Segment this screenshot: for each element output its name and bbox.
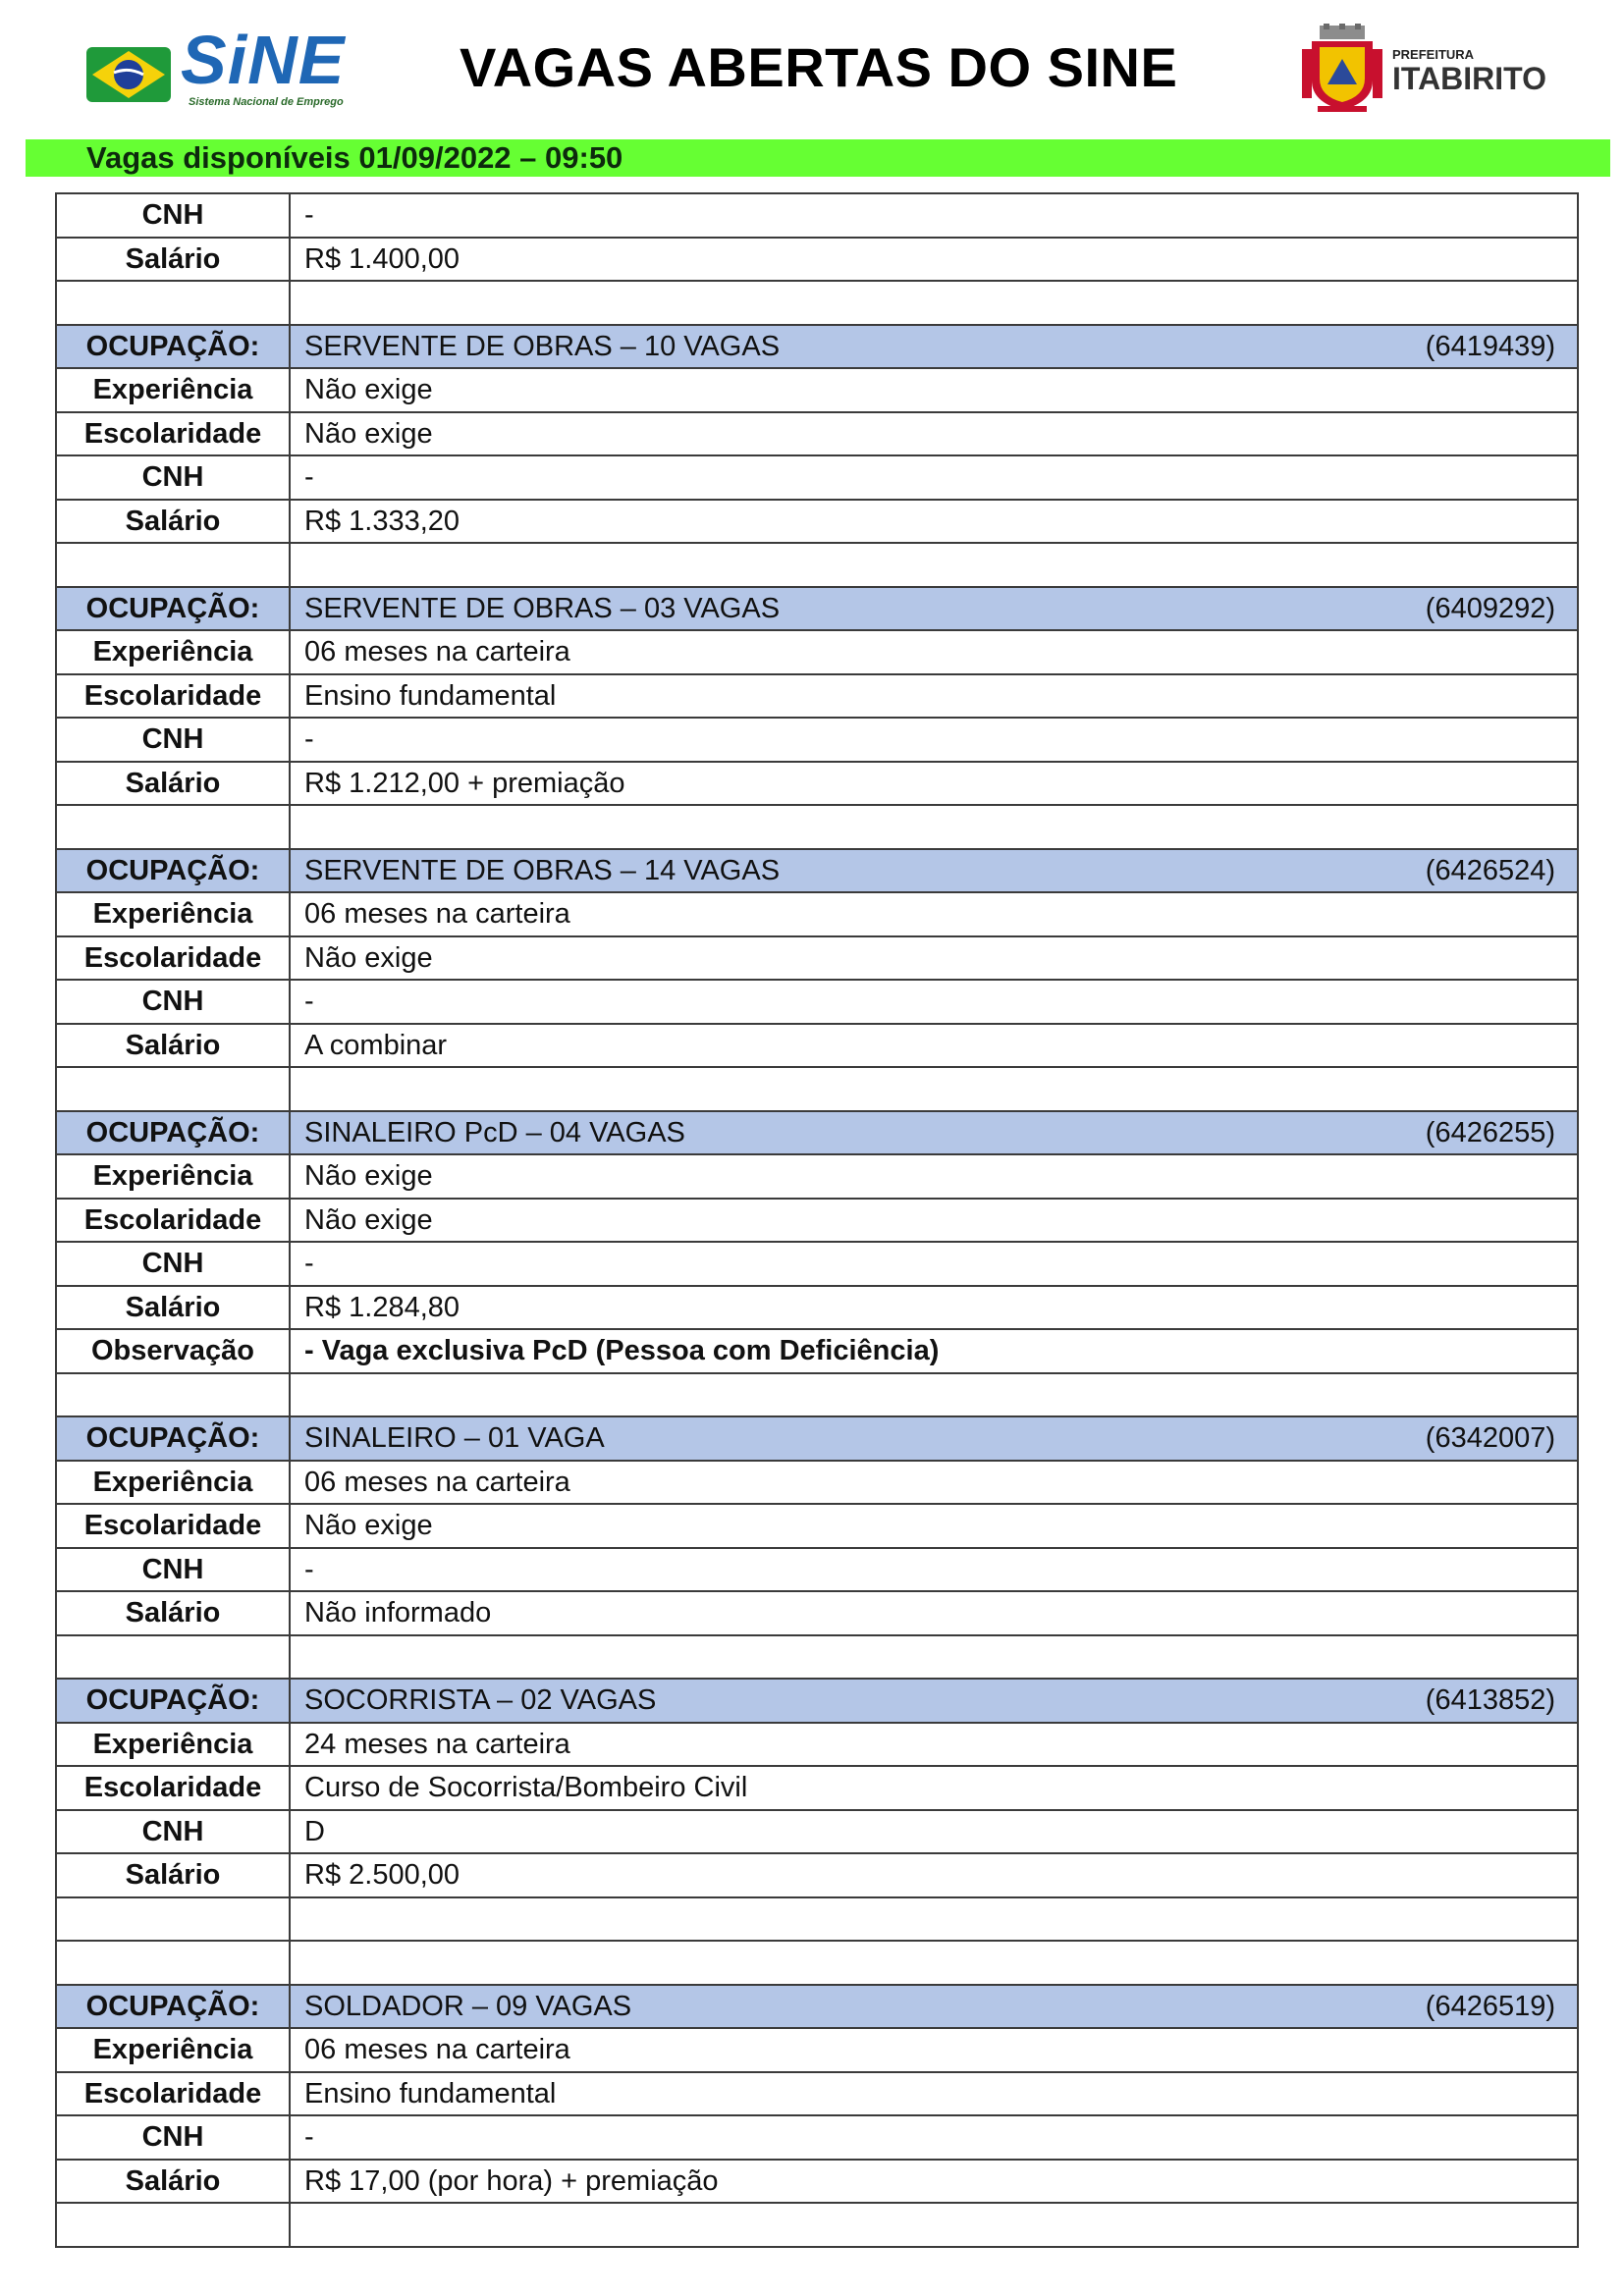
row-value: Não exige [304, 374, 433, 405]
banner-text: Vagas disponíveis 01/09/2022 – 09:50 [86, 140, 623, 175]
row-label: CNH [57, 719, 291, 761]
spacer-row [57, 1068, 1577, 1112]
row-label [57, 1636, 291, 1679]
table-row [57, 2073, 1577, 2117]
row-label [57, 1942, 291, 1984]
table-row [57, 1462, 1577, 1506]
row-value: Não exige [304, 1160, 433, 1192]
table-row [57, 763, 1577, 807]
row-value: - [304, 986, 314, 1017]
occupation-title: SINALEIRO PcD – 04 VAGAS [304, 1116, 685, 1148]
row-value: 06 meses na carteira [304, 898, 570, 930]
row-label [57, 1068, 291, 1110]
row-label: OCUPAÇÃO: [57, 850, 291, 892]
occupation-row [57, 1112, 1577, 1156]
row-label: CNH [57, 1811, 291, 1853]
row-value: - [304, 199, 314, 231]
row-label: Salário [57, 1854, 291, 1896]
row-value: Não informado [304, 1597, 492, 1629]
table-row [57, 719, 1577, 763]
spacer-row [57, 282, 1577, 326]
row-value: R$ 1.400,00 [304, 242, 460, 275]
row-label: Salário [57, 1025, 291, 1067]
row-value: Ensino fundamental [304, 679, 557, 712]
job-code: (6426524) [1425, 854, 1555, 886]
row-label [57, 544, 291, 586]
sine-logo [86, 24, 361, 114]
table-row [57, 1505, 1577, 1549]
spacer-row [57, 1898, 1577, 1943]
row-value: R$ 17,00 (por hora) + premiação [304, 2164, 719, 2197]
table-row [57, 456, 1577, 501]
table-row [57, 413, 1577, 457]
occupation-row [57, 326, 1577, 370]
occupation-row [57, 1417, 1577, 1462]
sine-flag-icon [86, 29, 171, 114]
row-value: 06 meses na carteira [304, 1466, 570, 1498]
row-label: Experiência [57, 631, 291, 673]
spacer-row [57, 806, 1577, 850]
row-value: R$ 1.333,20 [304, 505, 460, 537]
row-label: OCUPAÇÃO: [57, 1986, 291, 2028]
row-label: CNH [57, 1549, 291, 1591]
row-label: CNH [57, 456, 291, 499]
row-label: Escolaridade [57, 1505, 291, 1547]
table-row [57, 239, 1577, 283]
row-label: Experiência [57, 1155, 291, 1198]
table-row [57, 2161, 1577, 2205]
occupation-title: SERVENTE DE OBRAS – 03 VAGAS [304, 592, 781, 624]
row-label [57, 1898, 291, 1941]
table-row [57, 2029, 1577, 2073]
occupation-title: SERVENTE DE OBRAS – 14 VAGAS [304, 854, 781, 886]
job-code: (6419439) [1425, 330, 1555, 362]
row-value: R$ 1.212,00 + premiação [304, 767, 625, 799]
row-value: - [304, 461, 314, 493]
table-row [57, 937, 1577, 982]
table-row [57, 1243, 1577, 1287]
table-row [57, 2116, 1577, 2161]
table-row [57, 893, 1577, 937]
occupation-title: SOCORRISTA – 02 VAGAS [304, 1684, 657, 1716]
table-row [57, 1767, 1577, 1811]
job-listings-table [55, 192, 1579, 2248]
row-label: Observação [57, 1330, 291, 1372]
table-row [57, 981, 1577, 1025]
table-row [57, 1592, 1577, 1636]
row-label: CNH [57, 1243, 291, 1285]
row-label: CNH [57, 194, 291, 237]
row-value: 06 meses na carteira [304, 636, 570, 667]
job-code: (6426255) [1425, 1116, 1555, 1148]
table-row [57, 1200, 1577, 1244]
row-label: Escolaridade [57, 675, 291, 718]
row-value: Curso de Socorrista/Bombeiro Civil [304, 1772, 748, 1803]
row-label: Salário [57, 239, 291, 281]
row-label: Escolaridade [57, 1200, 291, 1242]
table-row [57, 1287, 1577, 1331]
row-value: Não exige [304, 417, 433, 450]
row-label: CNH [57, 2116, 291, 2159]
prefeitura-label: PREFEITURA [1392, 47, 1475, 62]
spacer-row [57, 544, 1577, 588]
page-title: VAGAS ABERTAS DO SINE [460, 36, 1178, 98]
row-value: R$ 2.500,00 [304, 1859, 460, 1891]
row-value: - Vaga exclusiva PcD (Pessoa com Deficiência) [304, 1335, 940, 1366]
row-value: Ensino fundamental [304, 2077, 557, 2109]
row-value: 06 meses na carteira [304, 2034, 570, 2065]
sine-wordmark: SiNE [181, 22, 346, 98]
row-label: OCUPAÇÃO: [57, 1112, 291, 1154]
row-value: - [304, 1553, 314, 1585]
row-value: Não exige [304, 1510, 433, 1541]
row-label: Salário [57, 1592, 291, 1634]
table-row [57, 1854, 1577, 1898]
city-name: ITABIRITO [1392, 61, 1547, 96]
spacer-row [57, 1942, 1577, 1986]
occupation-row [57, 1986, 1577, 2030]
row-label: Salário [57, 501, 291, 543]
table-row [57, 631, 1577, 675]
row-label: Escolaridade [57, 413, 291, 455]
page-header [0, 0, 1624, 137]
row-label: Escolaridade [57, 937, 291, 980]
row-label: OCUPAÇÃO: [57, 588, 291, 630]
prefeitura-logo [1294, 24, 1547, 114]
row-label: Experiência [57, 369, 291, 411]
row-label: OCUPAÇÃO: [57, 1680, 291, 1722]
table-row [57, 675, 1577, 720]
date-banner [26, 139, 1610, 177]
table-row [57, 1025, 1577, 1069]
job-code: (6409292) [1425, 592, 1555, 624]
table-row [57, 501, 1577, 545]
occupation-title: SERVENTE DE OBRAS – 10 VAGAS [304, 330, 781, 362]
table-row [57, 194, 1577, 239]
city-crest-icon [1298, 24, 1386, 114]
table-row [57, 1330, 1577, 1374]
table-row [57, 1549, 1577, 1593]
occupation-row [57, 1680, 1577, 1724]
row-value: - [304, 723, 314, 755]
row-label [57, 282, 291, 324]
spacer-row [57, 1374, 1577, 1418]
job-code: (6426519) [1425, 1990, 1555, 2022]
sine-subtitle: Sistema Nacional de Emprego [189, 96, 344, 108]
row-label: Experiência [57, 2029, 291, 2071]
row-label: Salário [57, 2161, 291, 2203]
table-row [57, 369, 1577, 413]
row-label: Experiência [57, 893, 291, 935]
occupation-row [57, 588, 1577, 632]
row-label: OCUPAÇÃO: [57, 1417, 291, 1460]
row-label: OCUPAÇÃO: [57, 326, 291, 368]
row-label: Salário [57, 763, 291, 805]
row-value: Não exige [304, 941, 433, 974]
row-label: Salário [57, 1287, 291, 1329]
row-label: Escolaridade [57, 1767, 291, 1809]
row-value: D [304, 1815, 325, 1847]
table-row [57, 1811, 1577, 1855]
row-label [57, 2204, 291, 2246]
occupation-title: SOLDADOR – 09 VAGAS [304, 1990, 632, 2022]
row-value: R$ 1.284,80 [304, 1291, 460, 1323]
row-value: 24 meses na carteira [304, 1728, 570, 1760]
row-label: Experiência [57, 1724, 291, 1766]
spacer-row [57, 2204, 1577, 2248]
row-label [57, 806, 291, 848]
row-value: - [304, 2121, 314, 2153]
occupation-row [57, 850, 1577, 894]
row-label: Escolaridade [57, 2073, 291, 2115]
job-code: (6342007) [1425, 1422, 1555, 1454]
row-value: - [304, 1248, 314, 1279]
row-label: Experiência [57, 1462, 291, 1504]
spacer-row [57, 1636, 1577, 1681]
occupation-title: SINALEIRO – 01 VAGA [304, 1422, 605, 1454]
row-label: CNH [57, 981, 291, 1023]
table-row [57, 1724, 1577, 1768]
row-value: Não exige [304, 1203, 433, 1236]
job-code: (6413852) [1425, 1684, 1555, 1716]
row-value: A combinar [304, 1029, 448, 1061]
table-row [57, 1155, 1577, 1200]
row-label [57, 1374, 291, 1416]
